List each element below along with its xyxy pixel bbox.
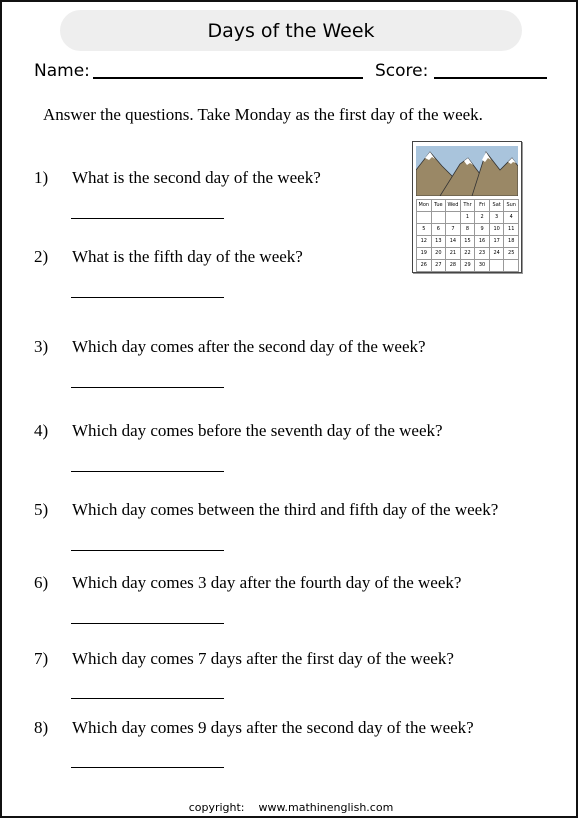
calendar-cell	[490, 260, 505, 272]
question-number: 1)	[34, 168, 49, 187]
question-text: Which day comes after the second day of the week?	[72, 337, 426, 356]
question-number: 2)	[34, 247, 49, 266]
answer-line	[71, 698, 224, 699]
calendar-day-header: Sun	[504, 200, 519, 212]
calendar-cell: 10	[490, 224, 505, 236]
page-title: Days of the Week	[207, 19, 375, 42]
calendar-cell: 29	[461, 260, 476, 272]
answer-line	[71, 471, 224, 472]
question-text: What is the fifth day of the week?	[72, 247, 303, 266]
question-text: What is the second day of the week?	[72, 168, 321, 187]
calendar-cell: 28	[446, 260, 461, 272]
calendar-cell: 14	[446, 236, 461, 248]
calendar-cell	[504, 260, 519, 272]
calendar-day-header: Fri	[475, 200, 490, 212]
calendar-cell: 17	[490, 236, 505, 248]
calendar-day-header: Tue	[432, 200, 447, 212]
calendar-cell: 11	[504, 224, 519, 236]
calendar-cell: 6	[432, 224, 447, 236]
calendar-cell	[446, 212, 461, 224]
calendar-cell: 26	[417, 260, 432, 272]
name-field-line	[93, 77, 363, 79]
calendar-cell: 5	[417, 224, 432, 236]
answer-line	[71, 218, 224, 219]
calendar-cell: 9	[475, 224, 490, 236]
calendar-cell: 2	[475, 212, 490, 224]
answer-line	[71, 623, 224, 624]
question-number: 3)	[34, 337, 49, 356]
footer	[2, 801, 578, 814]
calendar-cell: 18	[504, 236, 519, 248]
calendar-cell: 25	[504, 248, 519, 260]
site-link[interactable]: www.mathinenglish.com	[258, 801, 394, 814]
calendar-cell: 22	[461, 248, 476, 260]
calendar-cell: 27	[432, 260, 447, 272]
question-number: 6)	[34, 573, 49, 592]
calendar-cell: 24	[490, 248, 505, 260]
answer-line	[71, 550, 224, 551]
calendar-cell: 16	[475, 236, 490, 248]
calendar-cell: 4	[504, 212, 519, 224]
answer-line	[71, 297, 224, 298]
calendar-cell: 15	[461, 236, 476, 248]
calendar-day-header: Wed	[446, 200, 461, 212]
question-number: 4)	[34, 421, 49, 440]
calendar-illustration	[412, 141, 522, 273]
question-number: 8)	[34, 718, 49, 737]
question-text: Which day comes 9 days after the second day of the week?	[72, 718, 474, 737]
question-text: Which day comes 7 days after the first day of the week?	[72, 649, 454, 668]
calendar-day-header: Thr	[461, 200, 476, 212]
calendar-cell	[432, 212, 447, 224]
question-text: Which day comes between the third and fifth day of the week?	[72, 500, 499, 519]
mountain-picture	[416, 146, 518, 196]
calendar-cell: 20	[432, 248, 447, 260]
name-label: Name:	[34, 61, 90, 81]
answer-line	[71, 767, 224, 768]
calendar-day-header: Sat	[490, 200, 505, 212]
calendar-cell	[417, 212, 432, 224]
calendar-cell: 30	[475, 260, 490, 272]
copyright-label: copyright:	[188, 801, 245, 814]
answer-line	[71, 387, 224, 388]
calendar-cell: 19	[417, 248, 432, 260]
question-text: Which day comes 3 day after the fourth day of the week?	[72, 573, 462, 592]
question-text: Which day comes before the seventh day of the week?	[72, 421, 443, 440]
instructions: Answer the questions. Take Monday as the first day of the week.	[43, 105, 483, 124]
score-label: Score:	[375, 61, 429, 81]
calendar-cell: 23	[475, 248, 490, 260]
calendar-grid	[416, 199, 519, 272]
calendar-cell: 1	[461, 212, 476, 224]
calendar-cell: 12	[417, 236, 432, 248]
score-field-line	[434, 77, 547, 79]
question-number: 7)	[34, 649, 49, 668]
calendar-cell: 8	[461, 224, 476, 236]
question-number: 5)	[34, 500, 49, 519]
title-banner	[60, 10, 522, 51]
calendar-day-header: Mon	[417, 200, 432, 212]
calendar-cell: 13	[432, 236, 447, 248]
calendar-cell: 21	[446, 248, 461, 260]
calendar-cell: 3	[490, 212, 505, 224]
calendar-cell: 7	[446, 224, 461, 236]
